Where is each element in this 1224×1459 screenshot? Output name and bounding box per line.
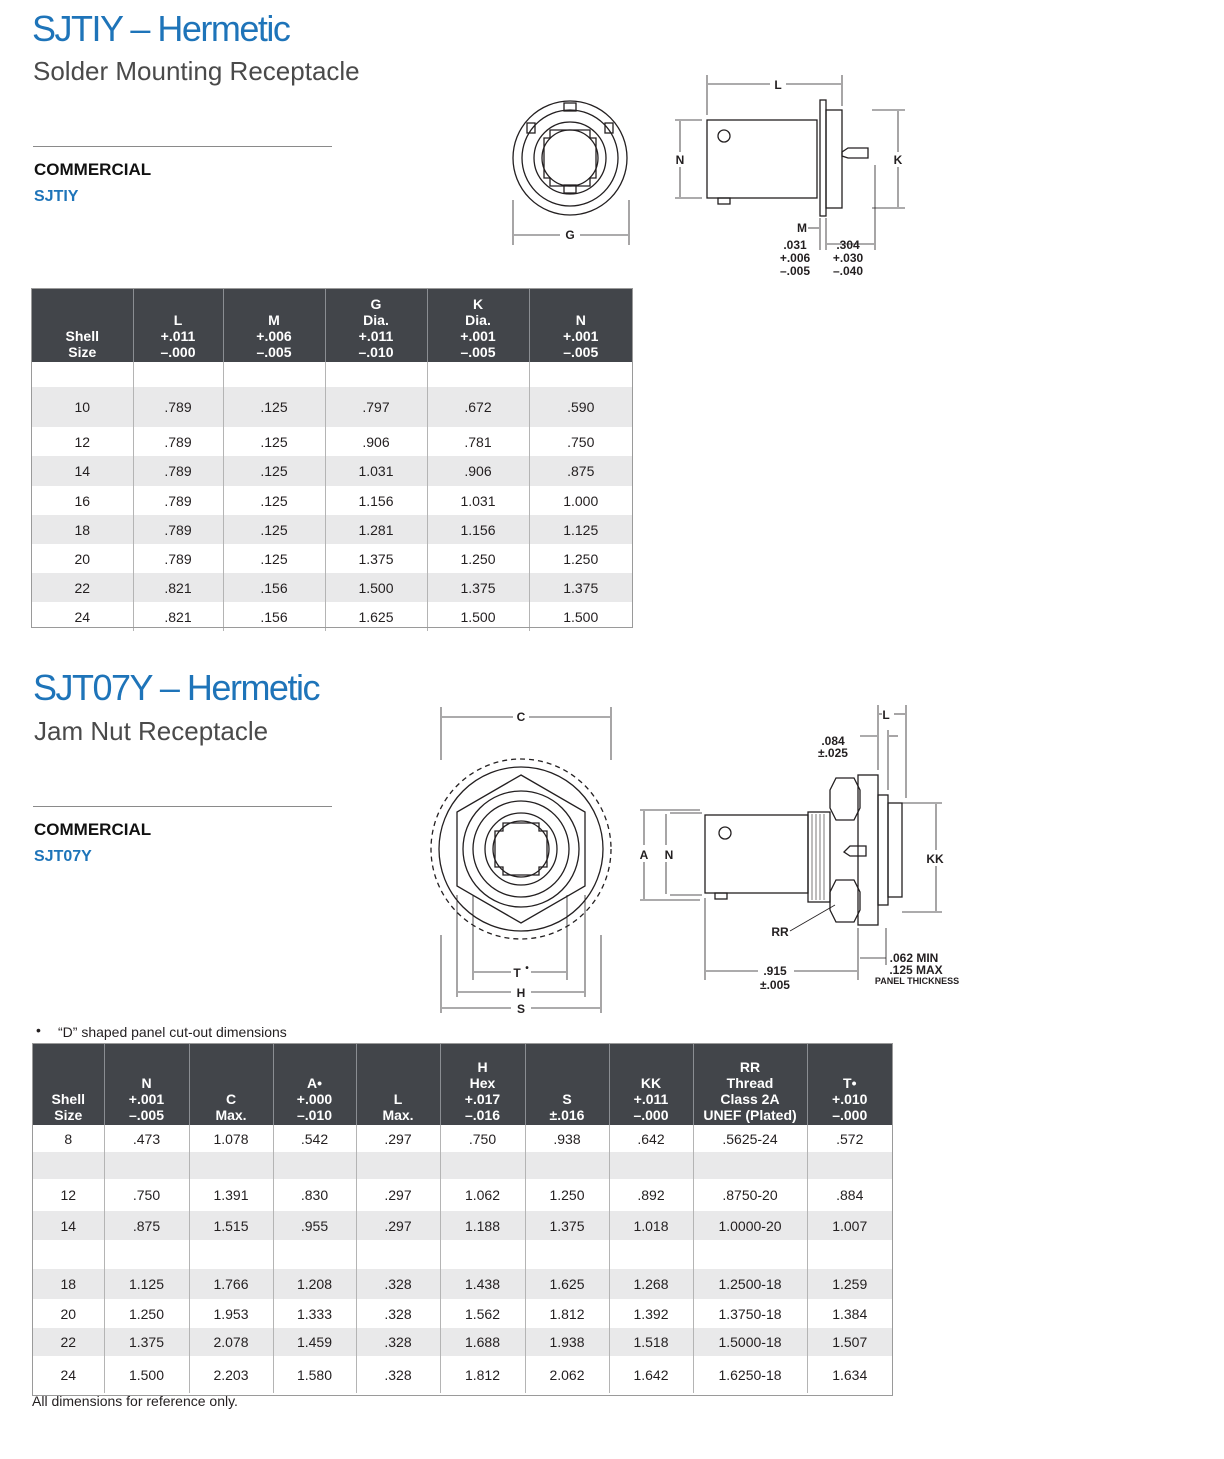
- table-row: 14 .875 1.515 .955 .297 1.188 1.375 1.018 1.0000-20 1.007: [33, 1211, 892, 1240]
- section2-category: COMMERCIAL: [34, 820, 152, 839]
- dim-t-bullet: •: [525, 963, 529, 974]
- table-header-row: [32, 288, 632, 362]
- panel-2: .125 MAX: [889, 963, 943, 977]
- table-row: 8 .473 1.078 .542 .297 .750 .938 .642 .5625-24 .572: [33, 1125, 892, 1152]
- table-row: 12 .789 .125 .906 .781 .750: [32, 427, 632, 456]
- dim-n2-label: N: [664, 848, 674, 862]
- table-header-row: [33, 1043, 892, 1125]
- len-2: ±.005: [760, 978, 790, 992]
- dim-h-label: H: [516, 986, 526, 1000]
- section2-divider: [33, 806, 332, 807]
- k-tol-2: +.030: [832, 251, 864, 265]
- panel-3: PANEL THICKNESS: [874, 976, 960, 986]
- sjt07y-dimensions-table: [33, 1043, 892, 1393]
- k-tol-3: –.040: [832, 264, 864, 278]
- dim-n-label: N: [675, 153, 685, 167]
- section1-title: SJTIY – Hermetic: [32, 8, 290, 49]
- col-header: T• +.010 –.000: [807, 1043, 892, 1125]
- dim-k-label: K: [893, 153, 903, 167]
- sjt07y-side-view-drawing: [630, 700, 975, 1000]
- k-tol-1: .304: [836, 238, 860, 252]
- col-header: S ±.016: [525, 1043, 609, 1125]
- dim-m-label: M: [797, 221, 807, 235]
- sjt07y-front-view-drawing: [425, 705, 620, 1020]
- dim-t-label: T: [513, 966, 521, 980]
- col-header: G Dia. +.011 –.010: [325, 288, 427, 362]
- col-header: H Hex +.017 –.016: [440, 1043, 525, 1125]
- col-header: KK +.011 –.000: [609, 1043, 693, 1125]
- dim-s-label: S: [516, 1002, 526, 1016]
- table-row: 24 1.500 2.203 1.580 .328 1.812 2.062 1.642 1.6250-18 1.634: [33, 1356, 892, 1393]
- table-row: [33, 1152, 892, 1179]
- panel-1: .062 MIN: [889, 951, 939, 965]
- sjtiy-side-view-drawing: [660, 70, 920, 285]
- table-row: 20 .789 .125 1.375 1.250 1.250: [32, 544, 632, 573]
- disclaimer-text: All dimensions for reference only.: [32, 1393, 238, 1409]
- col-header: L +.011 –.000: [133, 288, 223, 362]
- section2-part-number: SJT07Y: [34, 848, 92, 865]
- table-row: 18 1.125 1.766 1.208 .328 1.438 1.625 1.268 1.2500-18 1.259: [33, 1269, 892, 1299]
- len-1: .915: [763, 964, 787, 978]
- dim-l-label: L: [774, 78, 782, 92]
- col-header: A• +.000 –.010: [273, 1043, 356, 1125]
- table-row: 18 .789 .125 1.281 1.156 1.125: [32, 515, 632, 544]
- m-tol-1: .031: [783, 238, 807, 252]
- table-row: 10 .789 .125 .797 .672 .590: [32, 387, 632, 427]
- table-row: 14 .789 .125 1.031 .906 .875: [32, 456, 632, 486]
- col-header: N +.001 –.005: [104, 1043, 189, 1125]
- table-row: 22 .821 .156 1.500 1.375 1.375: [32, 573, 632, 602]
- m-tol-2: +.006: [779, 251, 811, 265]
- table-row: [33, 1240, 892, 1269]
- table-row: 24 .821 .156 1.625 1.500 1.500: [32, 602, 632, 631]
- dim-kk-label: KK: [926, 852, 944, 866]
- col-header: C Max.: [189, 1043, 273, 1125]
- l-tol-2: ±.025: [818, 746, 848, 760]
- col-header: Shell Size: [33, 1043, 104, 1125]
- section1-divider: [33, 146, 332, 147]
- col-header: N +.001 –.005: [529, 288, 632, 362]
- section2-title: SJT07Y – Hermetic: [33, 667, 319, 708]
- dim-l2-label: L: [882, 708, 890, 722]
- col-header: Shell Size: [32, 288, 133, 362]
- dim-g-label: G: [565, 228, 575, 242]
- col-header: M +.006 –.005: [223, 288, 325, 362]
- col-header: L Max.: [356, 1043, 440, 1125]
- footnote-bullet: •: [36, 1022, 41, 1038]
- m-tol-3: –.005: [779, 264, 811, 278]
- dim-a-label: A: [639, 848, 649, 862]
- table-row: 22 1.375 2.078 1.459 .328 1.688 1.938 1.518 1.5000-18 1.507: [33, 1328, 892, 1356]
- table-row: 20 1.250 1.953 1.333 .328 1.562 1.812 1.392 1.3750-18 1.384: [33, 1299, 892, 1328]
- col-header: RR Thread Class 2A UNEF (Plated): [693, 1043, 807, 1125]
- table-row: 12 .750 1.391 .830 .297 1.062 1.250 .892 .8750-20 .884: [33, 1179, 892, 1211]
- sjtiy-dimensions-table: [32, 288, 632, 631]
- l-tol-1: .084: [821, 734, 845, 748]
- section1-part-number: SJTIY: [34, 188, 79, 205]
- table-row: 16 .789 .125 1.156 1.031 1.000: [32, 486, 632, 515]
- sjtiy-front-view-drawing: [500, 80, 645, 250]
- dim-c-label: C: [516, 710, 526, 724]
- section1-category: COMMERCIAL: [34, 160, 152, 179]
- col-header: K Dia. +.001 –.005: [427, 288, 529, 362]
- section2-subtitle: Jam Nut Receptacle: [34, 716, 269, 746]
- section1-subtitle: Solder Mounting Receptacle: [33, 56, 360, 86]
- footnote-text: “D” shaped panel cut-out dimensions: [58, 1024, 287, 1040]
- dim-rr-label: RR: [771, 925, 789, 939]
- table-row: [32, 362, 632, 387]
